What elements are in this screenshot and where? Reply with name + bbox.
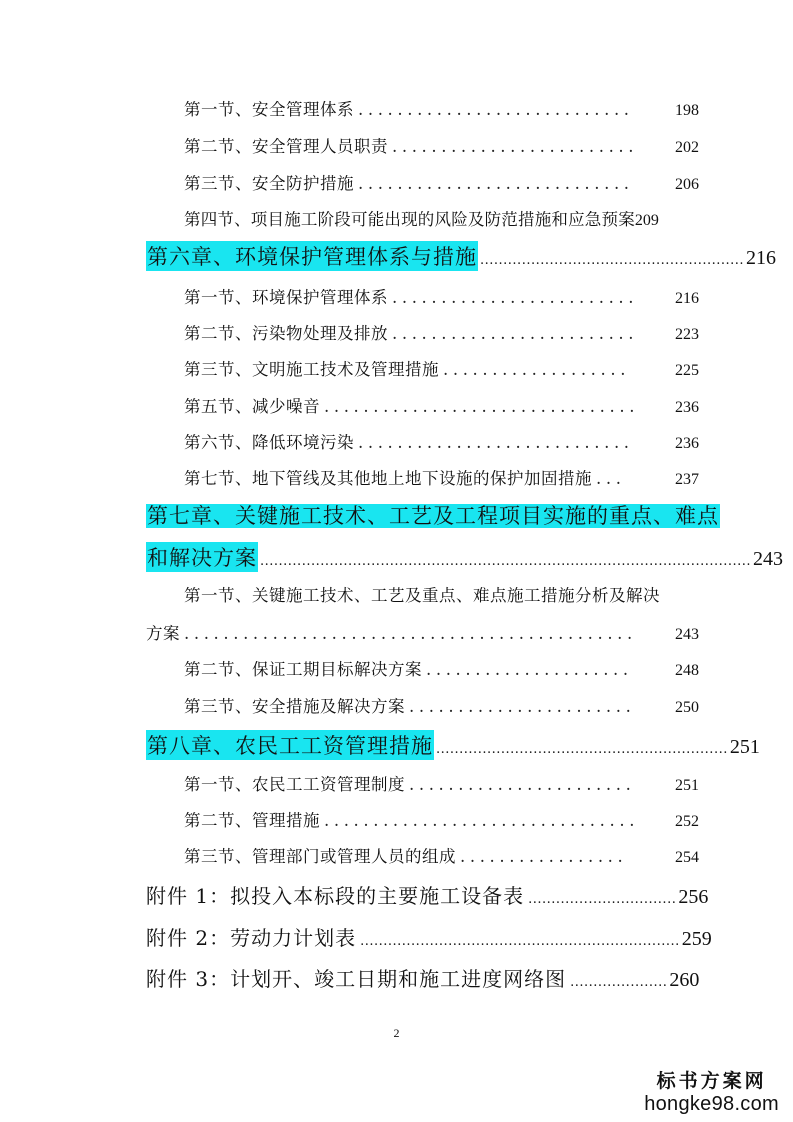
toc-leader-dots: ... <box>596 469 626 488</box>
toc-entry-title: 第三节、文明施工技术及管理措施 <box>184 360 439 379</box>
toc-chapter-title: 第七章、关键施工技术、工艺及工程项目实施的重点、难点 <box>147 504 719 528</box>
toc-page-number: 225 <box>675 362 699 379</box>
toc-entry-title: 第三节、安全措施及解决方案 <box>184 697 405 716</box>
toc-chapter-title: 第六章、环境保护管理体系与措施 <box>146 241 478 271</box>
toc-leader-dots: ......................................................... <box>480 253 745 268</box>
toc-page-number: 254 <box>675 849 699 866</box>
toc-entry[interactable] <box>184 206 716 230</box>
toc-entry[interactable] <box>184 465 699 489</box>
toc-entry[interactable] <box>184 393 699 417</box>
toc-entry[interactable] <box>184 656 699 680</box>
toc-entry[interactable] <box>184 693 699 717</box>
toc-entry[interactable] <box>146 620 699 644</box>
toc-leader-dots: ......................... <box>392 288 639 307</box>
toc-page-number: 209 <box>634 212 659 229</box>
toc-leader-dots: ............................................................... <box>436 742 728 757</box>
toc-chapter-title: 第八章、农民工工资管理措施 <box>146 730 434 760</box>
toc-entry[interactable] <box>184 429 699 453</box>
toc-entry-title: 第四节、项目施工阶段可能出现的风险及防范措施和应急预案 <box>184 210 635 229</box>
toc-page-number: 206 <box>675 176 699 193</box>
toc-leader-dots: ......................... <box>392 324 639 343</box>
toc-page-number: 216 <box>746 247 777 269</box>
toc-leader-dots: ............................ <box>358 100 634 119</box>
toc-page-number: 216 <box>675 290 699 307</box>
toc-appendix-entry[interactable] <box>146 922 712 951</box>
toc-entry[interactable] <box>184 356 699 380</box>
toc-page-number: 202 <box>675 139 699 156</box>
toc-leader-dots: ................. <box>460 847 628 866</box>
toc-leader-dots: ................................ <box>324 397 640 416</box>
page-number: 2 <box>393 1026 400 1040</box>
watermark-cn: 标书方案网 <box>656 1070 767 1092</box>
toc-leader-dots: ..................... <box>570 975 668 990</box>
toc-entry-title: 第三节、管理部门或管理人员的组成 <box>184 847 456 866</box>
toc-entry-title: 第六节、降低环境污染 <box>184 433 354 452</box>
toc-entry-title: 第七节、地下管线及其他地上地下设施的保护加固措施 <box>184 469 592 488</box>
toc-chapter-entry[interactable] <box>146 542 784 572</box>
toc-appendix-title: 附件 3：计划开、竣工日期和施工进度网络图 <box>146 967 567 991</box>
toc-leader-dots: .......................................................................................................... <box>260 554 752 569</box>
toc-appendix-entry[interactable] <box>146 880 709 909</box>
toc-chapter-title: 和解决方案 <box>146 542 258 572</box>
toc-page-number: 198 <box>675 102 699 119</box>
toc-entry[interactable] <box>184 284 699 308</box>
toc-entry[interactable] <box>184 771 699 795</box>
toc-entry-title: 第一节、环境保护管理体系 <box>184 288 388 307</box>
toc-leader-dots: ....................... <box>409 775 636 794</box>
toc-leader-dots: ............................ <box>358 174 634 193</box>
toc-appendix-title: 附件 1：拟投入本标段的主要施工设备表 <box>146 884 525 908</box>
toc-leader-dots: ................................ <box>324 811 640 830</box>
toc-page-number: 243 <box>675 626 699 643</box>
toc-entry-title: 第三节、安全防护措施 <box>184 174 354 193</box>
toc-leader-dots: ....................... <box>409 697 636 716</box>
toc-leader-dots: ............................ <box>358 433 634 452</box>
toc-entry-title: 第五节、减少噪音 <box>184 397 320 416</box>
toc-page-number: 251 <box>675 777 699 794</box>
toc-page-number: 237 <box>675 471 699 488</box>
toc-entry[interactable] <box>184 133 699 157</box>
toc-page-number: 236 <box>675 435 699 452</box>
toc-page-number: 243 <box>753 548 784 570</box>
toc-entry-title: 第一节、农民工工资管理制度 <box>184 775 405 794</box>
watermark-en: hongke98.com <box>644 1093 779 1115</box>
toc-page-number: 223 <box>675 326 699 343</box>
toc-page-number: 252 <box>675 813 699 830</box>
toc-page-number: 236 <box>675 399 699 416</box>
toc-entry-title: 方案 <box>146 624 180 643</box>
toc-entry[interactable] <box>184 843 699 867</box>
toc-leader-dots: ..................... <box>426 660 633 679</box>
toc-chapter-title-line1[interactable] <box>146 500 720 530</box>
toc-chapter-entry[interactable] <box>146 730 760 760</box>
toc-page-number: 260 <box>669 969 700 991</box>
toc-entry-title: 第二节、保证工期目标解决方案 <box>184 660 422 679</box>
toc-leader-dots: ................................ <box>528 892 677 907</box>
toc-entry-title: 第二节、管理措施 <box>184 811 320 830</box>
toc-leader-dots: ..................................................................... <box>360 934 680 949</box>
toc-leader-dots: ................... <box>443 360 631 379</box>
toc-page-number: 250 <box>675 699 699 716</box>
toc-entry-title: 第一节、安全管理体系 <box>184 100 354 119</box>
toc-entry[interactable] <box>184 320 699 344</box>
toc-chapter-entry[interactable] <box>146 241 777 271</box>
toc-appendix-title: 附件 2：劳动力计划表 <box>146 926 357 950</box>
toc-page-number: 256 <box>678 886 709 908</box>
toc-entry-title-line1[interactable]: 第一节、关键施工技术、工艺及重点、难点施工措施分析及解决 <box>184 586 660 605</box>
toc-page-number: 259 <box>681 928 712 950</box>
toc-entry-title: 第二节、污染物处理及排放 <box>184 324 388 343</box>
watermark-logo <box>644 1066 779 1116</box>
toc-entry[interactable] <box>184 96 699 120</box>
toc-entry[interactable] <box>184 807 699 831</box>
toc-page-number: 251 <box>729 736 760 758</box>
toc-entry[interactable] <box>184 170 699 194</box>
toc-leader-dots: ......................... <box>392 137 639 156</box>
toc-entry-title: 第二节、安全管理人员职责 <box>184 137 388 156</box>
toc-appendix-entry[interactable] <box>146 963 699 992</box>
toc-leader-dots: .............................................. <box>184 624 637 643</box>
toc-page-number: 248 <box>675 662 699 679</box>
